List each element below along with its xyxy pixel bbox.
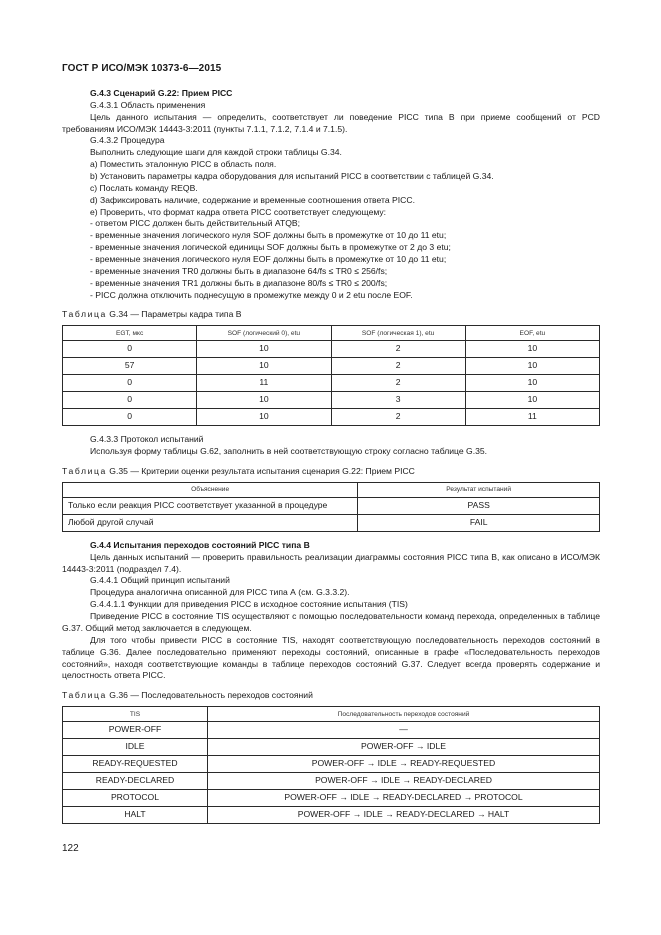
table-row [63, 341, 600, 358]
table-cell: PASS [358, 497, 600, 514]
table-cell: IDLE [63, 739, 208, 756]
table-cell: 10 [465, 392, 599, 409]
table-row [63, 807, 600, 824]
page-number: 122 [62, 843, 79, 854]
section-g4411-p1: Приведение PICC в состояние TIS осуществляют с помощью последовательности команд перехода, определенных в таблице G.37. Общий метод заключается в следующем. [62, 611, 600, 633]
table-cell: 2 [331, 409, 465, 426]
table-cell: 0 [63, 375, 197, 392]
header-eof: EOF, etu [465, 326, 599, 341]
table-row [63, 497, 600, 514]
table-header-row [63, 707, 600, 722]
section-g431-text: Цель данного испытания — определить, соответствует ли поведение PICC типа В при приеме сообщений от PCD требованиям ИСО/МЭК 14443-3:2011 (пункты 7.1.1, 7.1.2, 7.1.4 и 7.1.5). [62, 111, 600, 134]
procedure-line: - ответом PICC должен быть действительный ATQB; [90, 218, 301, 229]
section-g4411-title: G.4.4.1.1 Функции для приведения PICC в исходное состояние испытания (TIS) [90, 599, 408, 610]
spacer [62, 532, 600, 540]
table-cell: 10 [465, 341, 599, 358]
table-row [63, 739, 600, 756]
table-cell: 0 [63, 392, 197, 409]
table-cell: 0 [63, 341, 197, 358]
table-cell: 57 [63, 358, 197, 375]
table-row [63, 392, 600, 409]
table-g36 [62, 706, 600, 824]
table-cell: 2 [331, 358, 465, 375]
procedure-line: - временные значения логической единицы SOF должны быть в промежутке от 2 до 3 etu; [90, 242, 451, 253]
table-cell: READY-REQUESTED [63, 756, 208, 773]
table-caption-text: G.35 — Критерии оценки результата испытания сценария G.22: Прием PICC [109, 466, 415, 477]
procedure-line: - временные значения TR1 должны быть в диапазоне 80/fs ≤ TR0 ≤ 200/fs; [90, 277, 388, 288]
table-cell: POWER-OFF → IDLE [207, 739, 599, 756]
table-row [63, 773, 600, 790]
table-g34 [62, 325, 600, 426]
procedure-line: c) Послать команду REQB. [90, 182, 198, 193]
table-caption-label: Таблица [62, 466, 107, 477]
header-tis: TIS [63, 707, 208, 722]
procedure-line: Выполнить следующие шаги для каждой строки таблицы G.34. [90, 147, 342, 158]
section-g44-title: G.4.4 Испытания переходов состояний PICC типа В [90, 539, 310, 550]
section-g433-title: G.4.3.3 Протокол испытаний [90, 434, 204, 445]
header-sequence: Последовательность переходов состояний [207, 707, 599, 722]
table-cell: 2 [331, 341, 465, 358]
table-cell: 10 [197, 358, 331, 375]
table-row [63, 358, 600, 375]
table-cell: 3 [331, 392, 465, 409]
procedure-steps [62, 147, 600, 301]
table-row [63, 514, 600, 531]
section-g4411-p2: Для того чтобы привести PICC в состояние TIS, находят соответствующую последовательность переходов состояний в таблице G.36. Далее последовательно применяют переходы состояний, описанные в графе «Последовательность переходов состояний», находя соответствующие команды в таблице переходов состояний G.37. Следует всегда проверять содержание и целостность ответа PICC. [62, 634, 600, 681]
procedure-line: b) Установить параметры кадра оборудования для испытаний PICC в соответствии с таблицей G.34. [90, 171, 494, 182]
procedure-line: - временные значения логического нуля EOF должны быть в промежутке от 10 до 11 etu; [90, 254, 447, 265]
table-cell: 11 [197, 375, 331, 392]
header-result: Результат испытаний [358, 482, 600, 497]
table-cell: HALT [63, 807, 208, 824]
table-caption-label: Таблица [62, 309, 107, 320]
table-cell: 11 [465, 409, 599, 426]
table-cell: 10 [465, 375, 599, 392]
header-egt: EGT, мкс [63, 326, 197, 341]
page-header: ГОСТ Р ИСО/МЭК 10373-6—2015 [62, 63, 222, 74]
table-cell: POWER-OFF → IDLE → READY-REQUESTED [207, 756, 599, 773]
procedure-line: e) Проверить, что формат кадра ответа PICC соответствует следующему: [90, 206, 387, 217]
procedure-line: - временные значения TR0 должны быть в диапазоне 64/fs ≤ TR0 ≤ 256/fs; [90, 265, 388, 276]
section-g441-text: Процедура аналогична описанной для PICC типа А (см. G.3.3.2). [90, 587, 350, 598]
table-row [63, 722, 600, 739]
page-content [62, 88, 600, 824]
table-header-row [63, 326, 600, 341]
header-sof-0: SOF (логический 0), etu [197, 326, 331, 341]
table-row [63, 375, 600, 392]
table-cell: 10 [197, 409, 331, 426]
table-cell: 2 [331, 375, 465, 392]
section-g44-text: Цель данных испытаний — проверить правильность реализации диаграммы состояния PICC типа В, как описано в ИСО/МЭК 14443-3:2011 (подраздел 7.4). [62, 551, 600, 574]
table-caption-label: Таблица [62, 690, 107, 701]
table-row [63, 409, 600, 426]
section-g43-title: G.4.3 Сценарий G.22: Прием PICC [90, 88, 233, 98]
section-g433-text: Используя форму таблицы G.62, заполнить в ней соответствующую строку согласно таблице G.35. [90, 446, 488, 457]
procedure-line: d) Зафиксировать наличие, содержание и временные соотношения ответа PICC. [90, 194, 415, 205]
procedure-line: - PICC должна отключить поднесущую в промежутке между 0 и 2 etu после EOF. [90, 289, 413, 300]
table-cell: 0 [63, 409, 197, 426]
table-g34-caption [62, 309, 600, 321]
table-g36-caption [62, 690, 600, 702]
table-cell: PROTOCOL [63, 790, 208, 807]
table-g35 [62, 482, 600, 532]
table-caption-text: G.34 — Параметры кадра типа В [109, 309, 242, 320]
table-cell: — [207, 722, 599, 739]
header-sof-1: SOF (логическая 1), etu [331, 326, 465, 341]
table-cell: Любой другой случай [63, 514, 358, 531]
table-row [63, 790, 600, 807]
table-cell: POWER-OFF → IDLE → READY-DECLARED [207, 773, 599, 790]
procedure-line: - временные значения логического нуля SOF должны быть в промежутке от 10 до 11 etu; [90, 230, 447, 241]
section-g432-title: G.4.3.2 Процедура [90, 135, 165, 146]
procedure-line: a) Поместить эталонную PICC в область поля. [90, 159, 277, 170]
section-g431-title: G.4.3.1 Область применения [90, 99, 206, 110]
table-row [63, 756, 600, 773]
table-cell: 10 [197, 341, 331, 358]
spacer [62, 426, 600, 434]
table-header-row [63, 482, 600, 497]
header-explanation: Объяснение [63, 482, 358, 497]
table-cell: POWER-OFF [63, 722, 208, 739]
table-cell: READY-DECLARED [63, 773, 208, 790]
table-cell: POWER-OFF → IDLE → READY-DECLARED → HALT [207, 807, 599, 824]
table-g35-caption [62, 466, 600, 478]
table-cell: FAIL [358, 514, 600, 531]
table-cell: Только если реакция PICC соответствует указанной в процедуре [63, 497, 358, 514]
section-g441-title: G.4.4.1 Общий принцип испытаний [90, 575, 230, 586]
table-cell: 10 [197, 392, 331, 409]
table-caption-text: G.36 — Последовательность переходов состояний [109, 690, 313, 701]
table-cell: POWER-OFF → IDLE → READY-DECLARED → PROTOCOL [207, 790, 599, 807]
table-cell: 10 [465, 358, 599, 375]
